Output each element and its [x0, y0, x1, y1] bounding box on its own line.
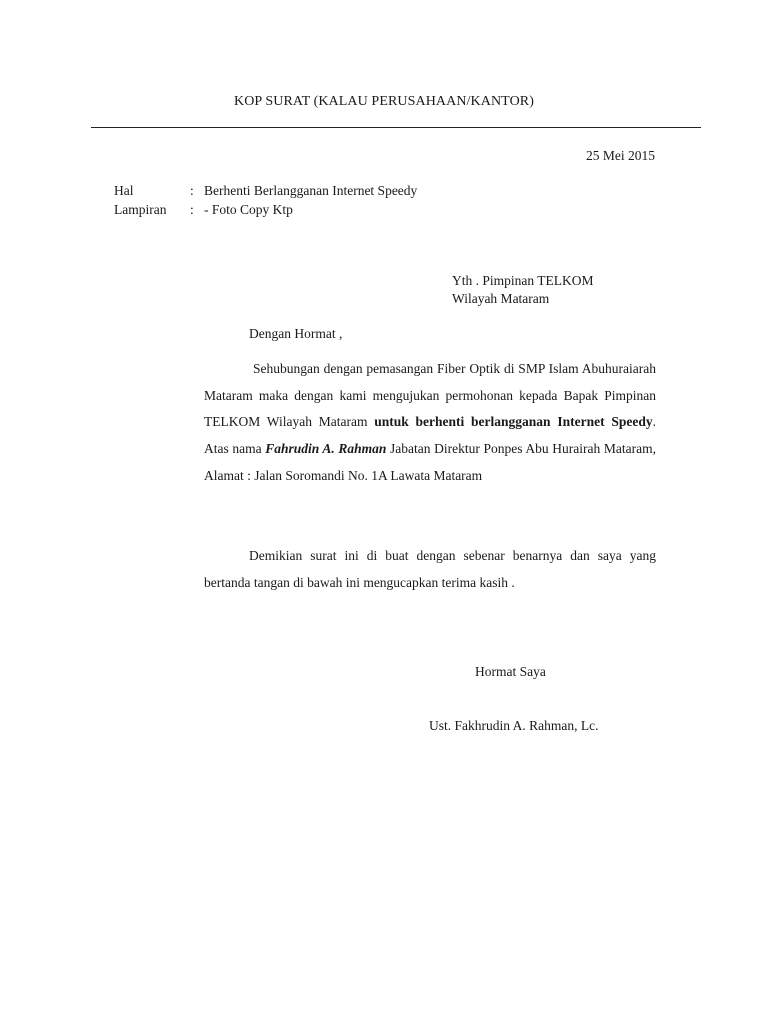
- letterhead-title: KOP SURAT (KALAU PERUSAHAAN/KANTOR): [234, 94, 534, 109]
- recipient-line-2: Wilayah Mataram: [452, 291, 550, 306]
- paragraph-1-bold-request: untuk berhenti berlangganan Internet Speedy: [374, 414, 653, 430]
- signer-name: Ust. Fakhrudin A. Rahman, Lc.: [429, 718, 599, 733]
- salutation: Dengan Hormat ,: [249, 326, 343, 341]
- body-paragraph-1: [204, 356, 656, 490]
- subject-value: Berhenti Berlangganan Internet Speedy: [204, 183, 418, 198]
- paragraph-1-applicant-name: Fahrudin A. Rahman: [265, 441, 387, 457]
- letterhead-divider: [91, 127, 701, 128]
- attachment-value: - Foto Copy Ktp: [204, 202, 293, 217]
- letter-date: 25 Mei 2015: [586, 148, 655, 163]
- body-paragraph-2: Demikian surat ini di buat dengan sebenar benarnya dan saya yang bertanda tangan di bawah ini mengucapkan terima kasih .: [204, 548, 656, 590]
- paragraph-1-text-c: Jabatan Direktur Ponpes Abu Hurairah Mataram, Alamat : Jalan Soromandi No. 1A Lawata Mataram: [204, 441, 656, 483]
- recipient-block: [452, 272, 594, 308]
- attachment-colon: :: [190, 202, 194, 217]
- subject-colon: :: [190, 183, 194, 198]
- paragraph-1-text-b: . Atas nama: [204, 414, 656, 457]
- attachment-label: Lampiran: [114, 202, 167, 217]
- recipient-line-1: Yth . Pimpinan TELKOM: [452, 273, 594, 288]
- closing-phrase: Hormat Saya: [475, 664, 546, 679]
- subject-label: Hal: [114, 183, 134, 198]
- paragraph-1-text-a: Sehubungan dengan pemasangan Fiber Optik di SMP Islam Abuhuraiarah Mataram maka dengan kami mengujukan permohonan kepada Bapak Pimpinan TELKOM Wilayah Mataram: [204, 361, 656, 430]
